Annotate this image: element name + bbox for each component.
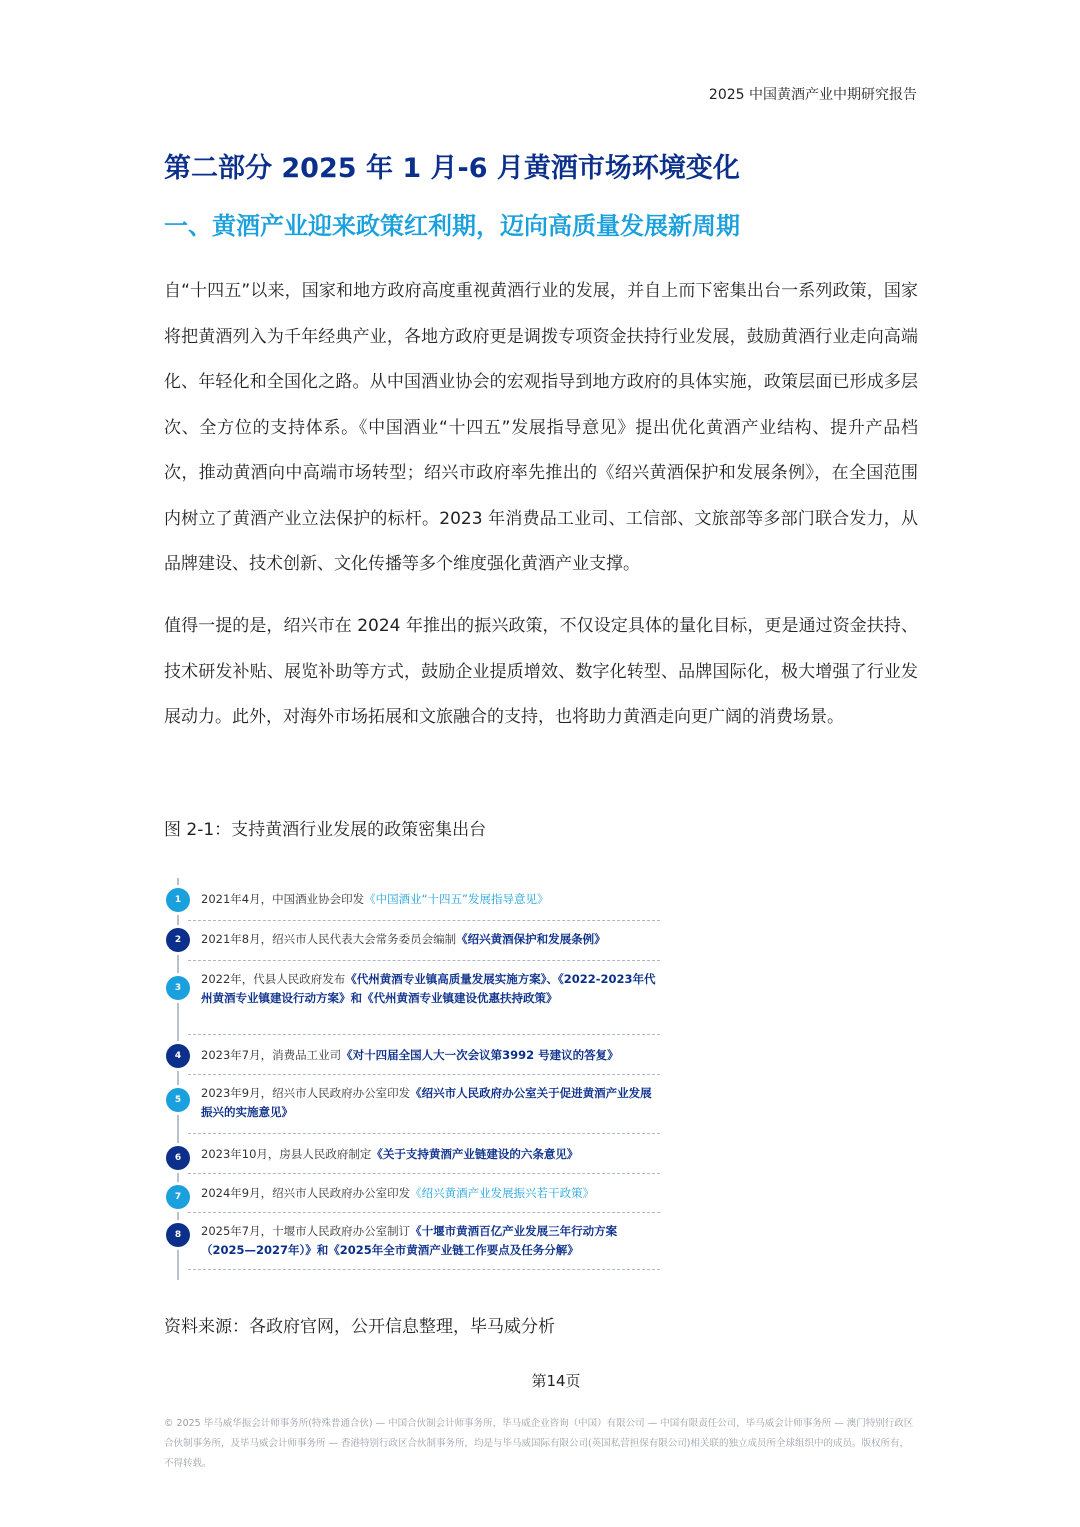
timeline-text-8: 2025年7月，十堰市人民政府办公室制订《十堰市黄酒百亿产业发展三年行动方案（2025—2027年）》和《2025年全市黄酒产业链工作要点及任务分解》 [201, 1224, 618, 1257]
timeline-text-4: 2023年7月，消费品工业司《对十四届全国人大一次会议第3992 号建议的答复》 [201, 1048, 619, 1062]
timeline-divider [188, 960, 660, 961]
footer-legal-notice: © 2025 毕马威华振会计师事务所(特殊普通合伙) — 中国合伙制会计师事务所，毕马威企业咨询（中国）有限公司 — 中国有限责任公司，毕马威会计师事务所 — 澳门特别行政区合伙制事务所，及毕马威会计师事务所 — 香港特别行政区合伙制事务所，均是与毕马威国际有限公司(英国私营担保有限公司)相关联的独立成员所全球组织中的成员。版权所有，不得转载。 [164, 1418, 914, 1469]
timeline-divider [188, 1269, 660, 1270]
timeline-marker-3: 3 [166, 976, 190, 1000]
page-number: 第14页 [531, 1372, 581, 1390]
timeline-divider [188, 920, 660, 921]
body-paragraph-2: 值得一提的是，绍兴市在 2024 年推出的振兴政策，不仅设定具体的量化目标，更是通过资金扶持、技术研发补贴、展览补助等方式，鼓励企业提质增效、数字化转型、品牌国际化，极大增强了行业发展动力。此外，对海外市场拓展和文旅融合的支持，也将助力黄酒走向更广阔的消费场景。 [164, 616, 918, 727]
timeline-divider [188, 1212, 660, 1213]
timeline-text-1: 2021年4月，中国酒业协会印发《中国酒业“十四五”发展指导意见》 [201, 892, 549, 906]
timeline-marker-7: 7 [166, 1185, 190, 1209]
part-title: 第二部分 2025 年 1 月-6 月黄酒市场环境变化 [164, 153, 740, 184]
timeline-marker-6: 6 [166, 1146, 190, 1170]
policy-timeline [164, 878, 664, 1280]
section-title: 一、黄酒产业迎来政策红利期，迈向高质量发展新周期 [164, 212, 740, 240]
timeline-divider [188, 1173, 660, 1174]
timeline-marker-8: 8 [166, 1223, 190, 1247]
timeline-text-5: 2023年9月，绍兴市人民政府办公室印发《绍兴市人民政府办公室关于促进黄酒产业发展振兴的实施意见》 [201, 1086, 652, 1119]
timeline-text-2: 2021年8月，绍兴市人民代表大会常务委员会编制《绍兴黄酒保护和发展条例》 [201, 932, 606, 946]
source-note: 资料来源：各政府官网，公开信息整理，毕马威分析 [164, 1317, 555, 1337]
body-paragraph-1: 自“十四五”以来，国家和地方政府高度重视黄酒行业的发展，并自上而下密集出台一系列政策，国家将把黄酒列入为千年经典产业，各地方政府更是调拨专项资金扶持行业发展，鼓励黄酒行业走向高端化、年轻化和全国化之路。从中国酒业协会的宏观指导到地方政府的具体实施，政策层面已形成多层次、全方位的支持体系。《中国酒业“十四五”发展指导意见》提出优化黄酒产业结构、提升产品档次，推动黄酒向中高端市场转型；绍兴市政府率先推出的《绍兴黄酒保护和发展条例》，在全国范围内树立了黄酒产业立法保护的标杆。2023 年消费品工业司、工信部、文旅部等多部门联合发力，从品牌建设、技术创新、文化传播等多个维度强化黄酒产业支撑。 [164, 281, 918, 574]
timeline-divider [188, 1074, 660, 1075]
timeline-text-6: 2023年10月，房县人民政府制定《关于支持黄酒产业链建设的六条意见》 [201, 1147, 579, 1161]
timeline-marker-4: 4 [166, 1044, 190, 1068]
timeline-text-7: 2024年9月，绍兴市人民政府办公室印发《绍兴黄酒产业发展振兴若干政策》 [201, 1186, 595, 1200]
timeline-marker-1: 1 [166, 888, 190, 912]
report-header-title: 2025 中国黄酒产业中期研究报告 [708, 87, 917, 103]
timeline-text-3: 2022年，代县人民政府发布《代州黄酒专业镇高质量发展实施方案》、《2022-2023年代州黄酒专业镇建设行动方案》和《代州黄酒专业镇建设优惠扶持政策》 [201, 972, 656, 1005]
timeline-marker-2: 2 [166, 928, 190, 952]
timeline-marker-5: 5 [166, 1088, 190, 1112]
figure-caption: 图 2-1：支持黄酒行业发展的政策密集出台 [164, 820, 487, 840]
timeline-divider [188, 1034, 660, 1035]
timeline-divider [188, 1133, 660, 1134]
